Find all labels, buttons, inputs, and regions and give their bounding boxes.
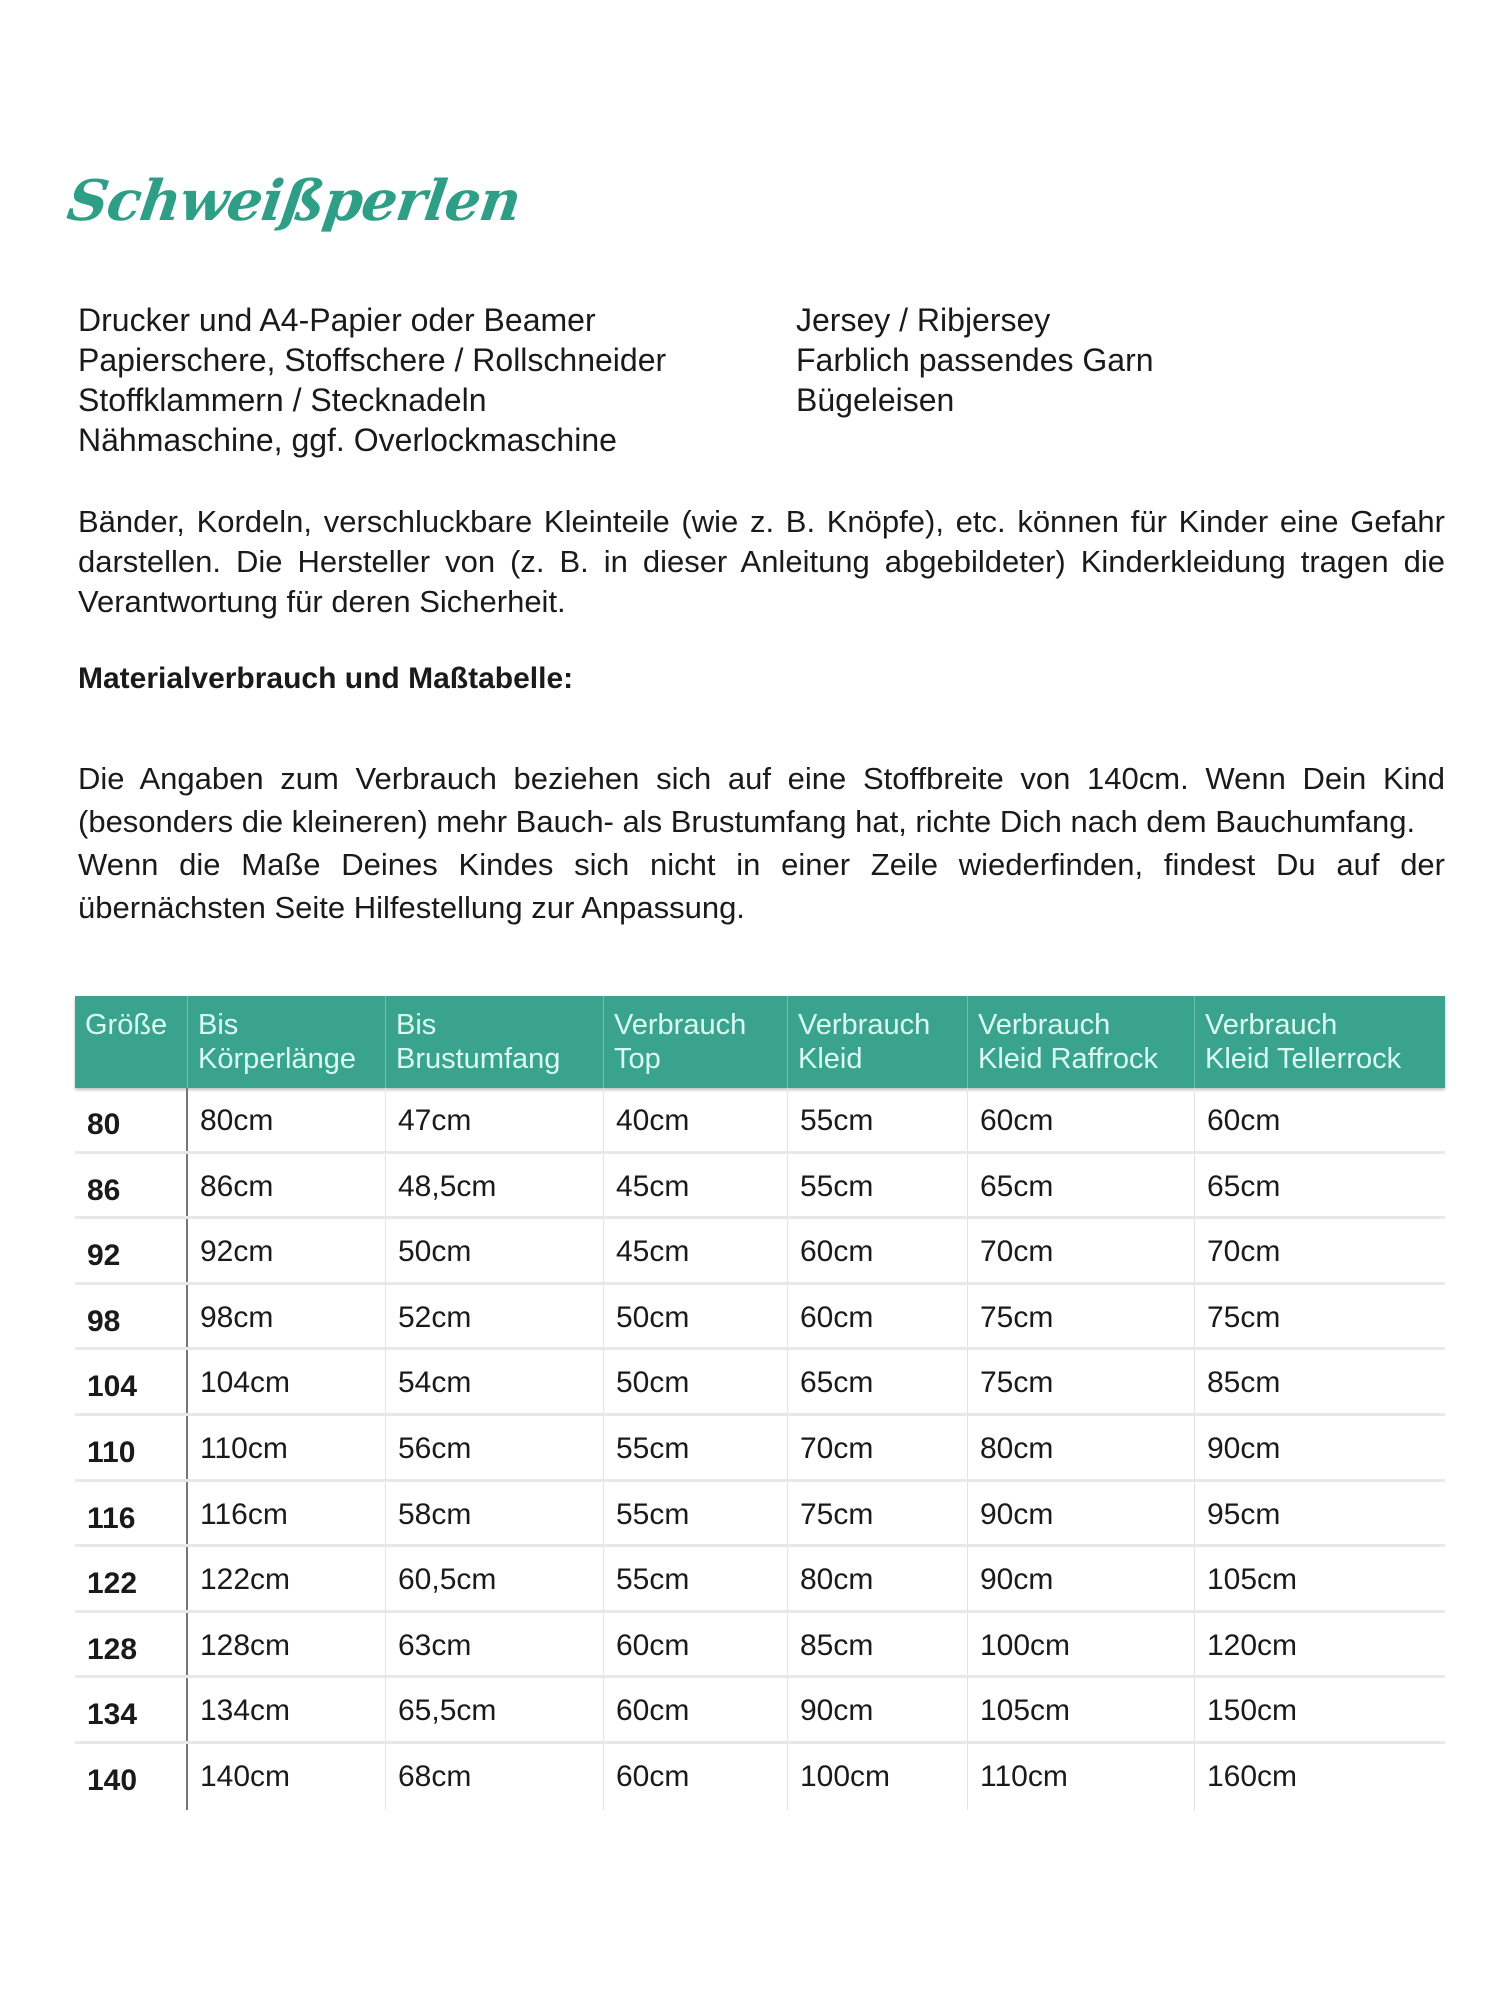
- column-header-size: [75, 996, 188, 1088]
- column-header-usage-dress-circle: [1195, 996, 1445, 1088]
- cell-usage-dress: 60cm: [788, 1219, 968, 1282]
- column-header-line: Verbrauch: [614, 1009, 747, 1041]
- cell-usage-dress-circle: 60cm: [1207, 1104, 1281, 1137]
- cell-usage-top: 60cm: [604, 1744, 788, 1810]
- cell-usage-top: 55cm: [604, 1416, 788, 1479]
- materials-tools-column: [78, 300, 666, 460]
- page-title: Schweißperlen: [63, 168, 525, 234]
- size-table-body: [75, 1088, 1445, 1810]
- cell-usage-dress-gathered: 65cm: [968, 1154, 1195, 1217]
- cell-chest: 50cm: [386, 1219, 604, 1282]
- cell-chest: 48,5cm: [386, 1154, 604, 1217]
- cell-usage-top: 60cm: [604, 1613, 788, 1676]
- cell-size: 122: [75, 1547, 188, 1610]
- intro-paragraph: Wenn die Maße Deines Kindes sich nicht in einer Zeile wiederfinden, findest Du auf der übernächsten Seite Hilfestellung zur Anpassung.: [78, 847, 1445, 925]
- materials-fabric-column: [796, 300, 1154, 420]
- cell-size: 140: [75, 1744, 188, 1810]
- cell-usage-dress: 65cm: [788, 1350, 968, 1413]
- column-header-line: Körperlänge: [198, 1043, 356, 1075]
- materials-item: Papierschere, Stoffschere / Rollschneider: [78, 342, 667, 378]
- cell-chest: 63cm: [386, 1613, 604, 1676]
- cell-usage-top: 55cm: [604, 1547, 788, 1610]
- cell-usage-dress-circle: 65cm: [1207, 1169, 1281, 1203]
- cell-usage-top: 60cm: [604, 1678, 788, 1741]
- cell-usage-dress: 70cm: [788, 1416, 968, 1479]
- cell-size: 98: [75, 1285, 188, 1348]
- cell-usage-dress: 85cm: [788, 1613, 968, 1676]
- materials-item: Jersey / Ribjersey: [796, 302, 1051, 338]
- column-header-line: Verbrauch: [978, 1009, 1111, 1041]
- column-header-body-length: [188, 996, 386, 1088]
- cell-size: 110: [75, 1416, 188, 1479]
- cell-usage-top: 50cm: [604, 1285, 788, 1348]
- cell-usage-top: 45cm: [604, 1154, 788, 1217]
- cell-usage-dress: 55cm: [788, 1154, 968, 1217]
- cell-usage-dress: 60cm: [788, 1285, 968, 1348]
- column-header-line: Bis: [198, 1009, 239, 1041]
- cell-usage-dress-circle: 70cm: [1207, 1235, 1281, 1269]
- cell-chest: 68cm: [386, 1744, 604, 1810]
- cell-usage-dress-circle: 85cm: [1207, 1366, 1281, 1400]
- cell-usage-dress-gathered: 70cm: [968, 1219, 1195, 1282]
- intro-paragraph: Die Angaben zum Verbrauch beziehen sich auf eine Stoffbreite von 140cm. Wenn Dein Kind (besonders die kleineren) mehr Bauch- als Brustumfang hat, richte Dich nach dem Bauchumfang.: [78, 761, 1445, 839]
- cell-body-length: 116cm: [188, 1482, 386, 1545]
- table-row: [75, 1219, 1445, 1285]
- table-row: [75, 1744, 1445, 1810]
- cell-chest: 65,5cm: [386, 1678, 604, 1741]
- column-header-line: Kleid Tellerrock: [1205, 1043, 1402, 1075]
- cell-body-length: 86cm: [188, 1154, 386, 1217]
- column-header-line: Bis: [396, 1009, 437, 1041]
- cell-usage-dress: 55cm: [788, 1088, 968, 1151]
- cell-usage-dress-circle: 120cm: [1207, 1628, 1298, 1662]
- safety-warning: Bänder, Kordeln, verschluckbare Kleinteile (wie z. B. Knöpfe), etc. können für Kinder eine Gefahr darstellen. Die Hersteller von (z. B. in dieser Anleitung abgebildeter) Kinderkleidung tragen die Verantwortung für deren Sicherheit.: [78, 504, 1445, 619]
- materials-item: Bügeleisen: [796, 382, 955, 418]
- column-header-line: Top: [614, 1043, 661, 1075]
- cell-usage-dress-circle: 105cm: [1207, 1563, 1298, 1597]
- cell-usage-dress-gathered: 90cm: [968, 1547, 1195, 1610]
- column-header-line: Kleid: [798, 1043, 863, 1075]
- table-row: [75, 1154, 1445, 1220]
- cell-size: 128: [75, 1613, 188, 1676]
- table-row: [75, 1482, 1445, 1548]
- section-heading: Materialverbrauch und Maßtabelle:: [78, 662, 574, 695]
- table-row: [75, 1416, 1445, 1482]
- cell-usage-dress: 80cm: [788, 1547, 968, 1610]
- cell-usage-dress: 100cm: [788, 1744, 968, 1810]
- cell-chest: 58cm: [386, 1482, 604, 1545]
- cell-body-length: 134cm: [188, 1678, 386, 1741]
- column-header-line: Größe: [85, 1009, 168, 1041]
- cell-body-length: 140cm: [188, 1744, 386, 1810]
- cell-size: 92: [75, 1219, 188, 1282]
- cell-size: 116: [75, 1482, 188, 1545]
- column-header-line: Brustumfang: [396, 1043, 561, 1075]
- cell-body-length: 128cm: [188, 1613, 386, 1676]
- cell-body-length: 92cm: [188, 1219, 386, 1282]
- cell-usage-dress: 90cm: [788, 1678, 968, 1741]
- cell-usage-dress-gathered: 100cm: [968, 1613, 1195, 1676]
- cell-usage-top: 50cm: [604, 1350, 788, 1413]
- column-header-chest: [386, 996, 604, 1088]
- cell-usage-dress-circle: 95cm: [1207, 1497, 1281, 1531]
- table-row: [75, 1678, 1445, 1744]
- materials-item: Drucker und A4-Papier oder Beamer: [78, 302, 596, 338]
- column-header-usage-dress-gathered: [968, 996, 1195, 1088]
- table-row: [75, 1285, 1445, 1351]
- column-header-line: Verbrauch: [798, 1009, 931, 1041]
- cell-usage-top: 55cm: [604, 1482, 788, 1545]
- cell-body-length: 110cm: [188, 1416, 386, 1479]
- cell-usage-dress-circle: 75cm: [1207, 1300, 1281, 1334]
- column-header-line: Kleid Raffrock: [978, 1043, 1158, 1075]
- cell-size: 134: [75, 1678, 188, 1741]
- cell-usage-top: 40cm: [604, 1088, 788, 1151]
- cell-body-length: 98cm: [188, 1285, 386, 1348]
- size-table-header: [75, 996, 1445, 1088]
- materials-item: Stoffklammern / Stecknadeln: [78, 382, 487, 418]
- cell-usage-dress-circle: 160cm: [1207, 1759, 1298, 1793]
- column-header-usage-top: [604, 996, 788, 1088]
- column-header-usage-dress: [788, 996, 968, 1088]
- table-row: [75, 1613, 1445, 1679]
- cell-usage-dress-gathered: 75cm: [968, 1350, 1195, 1413]
- column-header-line: Verbrauch: [1205, 1009, 1338, 1041]
- cell-usage-dress-gathered: 105cm: [968, 1678, 1195, 1741]
- table-row: [75, 1088, 1445, 1154]
- cell-size: 104: [75, 1350, 188, 1413]
- cell-chest: 60,5cm: [386, 1547, 604, 1610]
- cell-usage-dress-gathered: 90cm: [968, 1482, 1195, 1545]
- materials-item: Nähmaschine, ggf. Overlockmaschine: [78, 422, 617, 458]
- intro-text: [78, 757, 1445, 929]
- cell-usage-dress-gathered: 75cm: [968, 1285, 1195, 1348]
- cell-size: 80: [75, 1088, 188, 1151]
- cell-usage-dress-circle: 150cm: [1207, 1694, 1298, 1728]
- cell-body-length: 80cm: [188, 1088, 386, 1151]
- cell-body-length: 104cm: [188, 1350, 386, 1413]
- cell-usage-top: 45cm: [604, 1219, 788, 1282]
- cell-chest: 54cm: [386, 1350, 604, 1413]
- cell-chest: 47cm: [386, 1088, 604, 1151]
- table-row: [75, 1547, 1445, 1613]
- table-row: [75, 1350, 1445, 1416]
- size-table: [75, 996, 1445, 1810]
- cell-body-length: 122cm: [188, 1547, 386, 1610]
- materials-item: Farblich passendes Garn: [796, 342, 1154, 378]
- cell-usage-dress-circle: 90cm: [1207, 1431, 1281, 1465]
- cell-usage-dress: 75cm: [788, 1482, 968, 1545]
- cell-chest: 56cm: [386, 1416, 604, 1479]
- cell-usage-dress-gathered: 110cm: [968, 1744, 1195, 1810]
- cell-usage-dress-gathered: 60cm: [968, 1088, 1195, 1151]
- cell-size: 86: [75, 1154, 188, 1217]
- cell-usage-dress-gathered: 80cm: [968, 1416, 1195, 1479]
- cell-chest: 52cm: [386, 1285, 604, 1348]
